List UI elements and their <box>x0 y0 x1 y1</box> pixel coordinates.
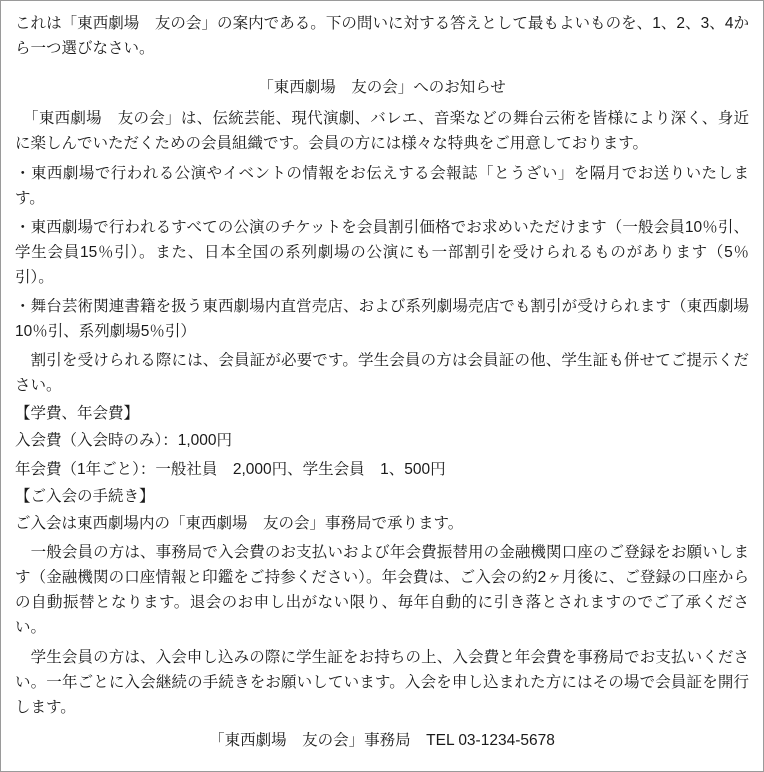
document-title: 「東西劇場 友の会」へのお知らせ <box>258 79 506 97</box>
instruction-text: これは「東西劇場 友の会」の案内である。下の問いに対する答えとして最もよいものを、1、2、3、4から一つ選びなさい。 <box>15 15 749 58</box>
procedure-intro: ご入会は東西劇場内の「東西劇場 友の会」事務局で承ります。 <box>15 514 464 532</box>
spacer <box>15 63 749 69</box>
annual-fee-line: 年会費（1年ごと）：一般社員 2,000円、学生会員 1、500円 <box>15 460 446 478</box>
procedure-student-member: 学生会員の方は、入会申し込みの際に学生証をお持ちの上、入会費と年会費を事務局でお支払いください。一年ごとに入会継続の手続きをお願いしています。入会を申し込まれた方にはその場で会員証を開行します。 <box>15 648 749 716</box>
fee-heading: 【学費、年会費】 <box>15 404 140 422</box>
benefit-bullet-newsletter: ・東西劇場で行われる公演やイベントの情報をお伝えする会報誌「とうざい」を隔月でお送りいたします。 <box>15 164 749 207</box>
benefit-bullet-tickets: ・東西劇場で行われるすべての公演のチケットを会員割引価格でお求めいただけます（一般会員10％引、学生会員15％引）。また、日本全国の系列劇場の公演にも一部割引を受けられるものがあります（5％引）。 <box>15 218 749 286</box>
procedure-heading: 【ご入会の手続き】 <box>15 487 155 505</box>
contact-footer: 「東西劇場 友の会」事務局 TEL 03-1234-5678 <box>209 731 555 749</box>
entrance-fee-line: 入会費（入会時のみ）：1,000円 <box>15 431 233 449</box>
membership-card-note: 割引を受けられる際には、会員証が必要です。学生会員の方は会員証の他、学生証も併せてご提示ください。 <box>15 352 749 395</box>
intro-paragraph: 「東西劇場 友の会」は、伝統芸能、現代演劇、バレエ、音楽などの舞台云術を皆様により深く、身近に楽しんでいただくための会員組織です。会員の方には様々な特典をご用意しております。 <box>15 110 749 153</box>
procedure-general-member: 一般会員の方は、事務局で入会費のお支払いおよび年会費振替用の金融機関口座のご登録をお願いします（金融機関の口座情報と印鑑をご持参ください）。年会費は、ご入会の約2ヶ月後に、ご登録の口座からの自動振替となります。退会のお申し出がない限り、毎年自動的に引き落とされますのでご了承ください。 <box>15 544 749 637</box>
benefit-bullet-shops: ・舞台芸術関連書籍を扱う東西劇場内直営売店、および系列劇場売店でも割引が受けられます（東西劇場10％引、系列劇場5％引） <box>15 298 749 341</box>
